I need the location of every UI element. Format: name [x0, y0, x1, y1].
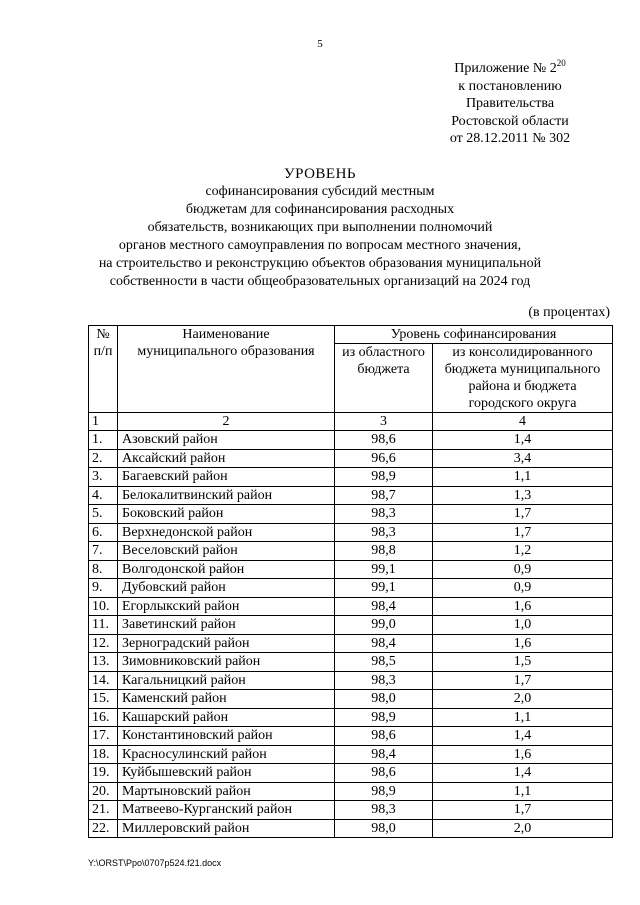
appendix-line-5: от 28.12.2011 № 302: [449, 131, 571, 146]
row-number: 18.: [89, 745, 118, 764]
column-number: 4: [433, 413, 613, 431]
column-number-row: [89, 413, 613, 431]
table-header-row: [89, 326, 613, 344]
local-budget-share: 1,7: [433, 801, 613, 820]
table-row: [89, 690, 613, 709]
table-row: [89, 542, 613, 561]
appendix-superscript: 20: [556, 58, 566, 68]
row-number: 8.: [89, 560, 118, 579]
regional-budget-share: 98,0: [335, 690, 433, 709]
table-row: [89, 431, 613, 450]
table-row: [89, 449, 613, 468]
header-name: [118, 326, 335, 413]
header-local-line: городского округа: [468, 396, 577, 411]
title-line: бюджетам для софинансирования расходных: [185, 202, 455, 217]
row-number: 22.: [89, 819, 118, 838]
municipality-name: Заветинский район: [118, 616, 335, 635]
table-row: [89, 505, 613, 524]
row-number: 1.: [89, 431, 118, 450]
appendix-line-1: [430, 60, 590, 78]
regional-budget-share: 96,6: [335, 449, 433, 468]
title-heading: УРОВЕНЬ: [283, 166, 357, 182]
header-regional-line: бюджета: [357, 362, 410, 377]
row-number: 2.: [89, 449, 118, 468]
local-budget-share: 1,1: [433, 782, 613, 801]
municipality-name: Дубовский район: [118, 579, 335, 598]
header-local-line: района и бюджета: [468, 379, 577, 394]
local-budget-share: 1,0: [433, 616, 613, 635]
header-num-line: п/п: [93, 344, 113, 359]
local-budget-share: 1,4: [433, 764, 613, 783]
regional-budget-share: 98,3: [335, 801, 433, 820]
cofinancing-table: [88, 325, 613, 838]
row-number: 12.: [89, 634, 118, 653]
table-row: [89, 708, 613, 727]
regional-budget-share: 98,4: [335, 597, 433, 616]
table-row: [89, 782, 613, 801]
appendix-line-4: Ростовской области: [451, 113, 569, 129]
row-number: 6.: [89, 523, 118, 542]
municipality-name: Веселовский район: [118, 542, 335, 561]
header-local-line: бюджета муниципального: [444, 362, 601, 377]
title-line: на строительство и реконструкцию объектов образования муниципальной: [98, 256, 542, 271]
column-number: 3: [335, 413, 433, 431]
regional-budget-share: 98,6: [335, 431, 433, 450]
local-budget-share: 1,7: [433, 505, 613, 524]
row-number: 10.: [89, 597, 118, 616]
local-budget-share: 2,0: [433, 819, 613, 838]
table-row: [89, 653, 613, 672]
file-path-footer: Y:\ORST\Ppo\0707p524.f21.docx: [88, 858, 222, 868]
regional-budget-share: 98,6: [335, 727, 433, 746]
table-row: [89, 819, 613, 838]
table-row: [89, 616, 613, 635]
municipality-name: Волгодонской район: [118, 560, 335, 579]
regional-budget-share: 98,9: [335, 782, 433, 801]
municipality-name: Мартыновский район: [118, 782, 335, 801]
local-budget-share: 1,1: [433, 708, 613, 727]
row-number: 3.: [89, 468, 118, 487]
row-number: 14.: [89, 671, 118, 690]
local-budget-share: 1,4: [433, 727, 613, 746]
local-budget-share: 1,3: [433, 486, 613, 505]
table-row: [89, 634, 613, 653]
local-budget-share: 1,7: [433, 523, 613, 542]
municipality-name: Боковский район: [118, 505, 335, 524]
regional-budget-share: 98,3: [335, 505, 433, 524]
local-budget-share: 0,9: [433, 579, 613, 598]
municipality-name: Багаевский район: [118, 468, 335, 487]
table-row: [89, 468, 613, 487]
row-number: 17.: [89, 727, 118, 746]
regional-budget-share: 98,6: [335, 764, 433, 783]
units-note: (в процентах): [528, 305, 610, 320]
header-regional: [335, 344, 433, 413]
regional-budget-share: 98,4: [335, 634, 433, 653]
municipality-name: Азовский район: [118, 431, 335, 450]
appendix-line-2: к постановлению: [458, 78, 562, 94]
row-number: 5.: [89, 505, 118, 524]
local-budget-share: 1,4: [433, 431, 613, 450]
municipality-name: Миллеровский район: [118, 819, 335, 838]
row-number: 13.: [89, 653, 118, 672]
table-row: [89, 486, 613, 505]
municipality-name: Кагальницкий район: [118, 671, 335, 690]
row-number: 19.: [89, 764, 118, 783]
local-budget-share: 2,0: [433, 690, 613, 709]
local-budget-share: 1,5: [433, 653, 613, 672]
table-row: [89, 727, 613, 746]
local-budget-share: 1,6: [433, 597, 613, 616]
row-number: 7.: [89, 542, 118, 561]
regional-budget-share: 98,9: [335, 468, 433, 487]
regional-budget-share: 98,0: [335, 819, 433, 838]
header-local-line: из консолидированного: [452, 345, 593, 360]
appendix-line-3: Правительства: [465, 96, 555, 111]
row-number: 9.: [89, 579, 118, 598]
document-title: [60, 165, 580, 291]
local-budget-share: 1,1: [433, 468, 613, 487]
table-body: [89, 431, 613, 838]
row-number: 20.: [89, 782, 118, 801]
municipality-name: Матвеево-Курганский район: [118, 801, 335, 820]
regional-budget-share: 99,0: [335, 616, 433, 635]
regional-budget-share: 98,4: [335, 745, 433, 764]
column-number: 1: [89, 413, 118, 431]
column-number: 2: [118, 413, 335, 431]
header-num-line: №: [96, 327, 110, 342]
table-row: [89, 801, 613, 820]
table-row: [89, 764, 613, 783]
municipality-name: Красносулинский район: [118, 745, 335, 764]
row-number: 4.: [89, 486, 118, 505]
municipality-name: Константиновский район: [118, 727, 335, 746]
local-budget-share: 0,9: [433, 560, 613, 579]
row-number: 15.: [89, 690, 118, 709]
table-row: [89, 523, 613, 542]
municipality-name: Егорлыкский район: [118, 597, 335, 616]
local-budget-share: 1,6: [433, 634, 613, 653]
regional-budget-share: 98,8: [335, 542, 433, 561]
table-row: [89, 597, 613, 616]
header-group: Уровень софинансирования: [335, 326, 613, 344]
municipality-name: Аксайский район: [118, 449, 335, 468]
row-number: 16.: [89, 708, 118, 727]
regional-budget-share: 98,5: [335, 653, 433, 672]
municipality-name: Верхнедонской район: [118, 523, 335, 542]
local-budget-share: 1,7: [433, 671, 613, 690]
municipality-name: Белокалитвинский район: [118, 486, 335, 505]
regional-budget-share: 98,7: [335, 486, 433, 505]
table-row: [89, 745, 613, 764]
table-row: [89, 560, 613, 579]
appendix-block: [430, 60, 590, 148]
municipality-name: Куйбышевский район: [118, 764, 335, 783]
regional-budget-share: 99,1: [335, 560, 433, 579]
row-number: 21.: [89, 801, 118, 820]
title-line: обязательств, возникающих при выполнении полномочий: [147, 220, 493, 235]
title-line: собственности в части общеобразовательных организаций на 2024 год: [109, 274, 531, 289]
header-regional-line: из областного: [342, 345, 425, 360]
regional-budget-share: 99,1: [335, 579, 433, 598]
header-local: [433, 344, 613, 413]
municipality-name: Кашарский район: [118, 708, 335, 727]
header-name-line: Наименование: [182, 327, 270, 342]
page-number: 5: [317, 38, 323, 50]
title-line: софинансирования субсидий местным: [205, 184, 435, 199]
local-budget-share: 1,6: [433, 745, 613, 764]
regional-budget-share: 98,3: [335, 671, 433, 690]
appendix-title: Приложение № 2: [454, 61, 557, 76]
municipality-name: Зерноградский район: [118, 634, 335, 653]
table-row: [89, 671, 613, 690]
local-budget-share: 3,4: [433, 449, 613, 468]
regional-budget-share: 98,9: [335, 708, 433, 727]
header-num: [89, 326, 118, 413]
municipality-name: Зимовниковский район: [118, 653, 335, 672]
header-name-line: муниципального образования: [137, 344, 315, 359]
table-row: [89, 579, 613, 598]
row-number: 11.: [89, 616, 118, 635]
title-line: органов местного самоуправления по вопросам местного значения,: [118, 238, 522, 253]
local-budget-share: 1,2: [433, 542, 613, 561]
regional-budget-share: 98,3: [335, 523, 433, 542]
municipality-name: Каменский район: [118, 690, 335, 709]
